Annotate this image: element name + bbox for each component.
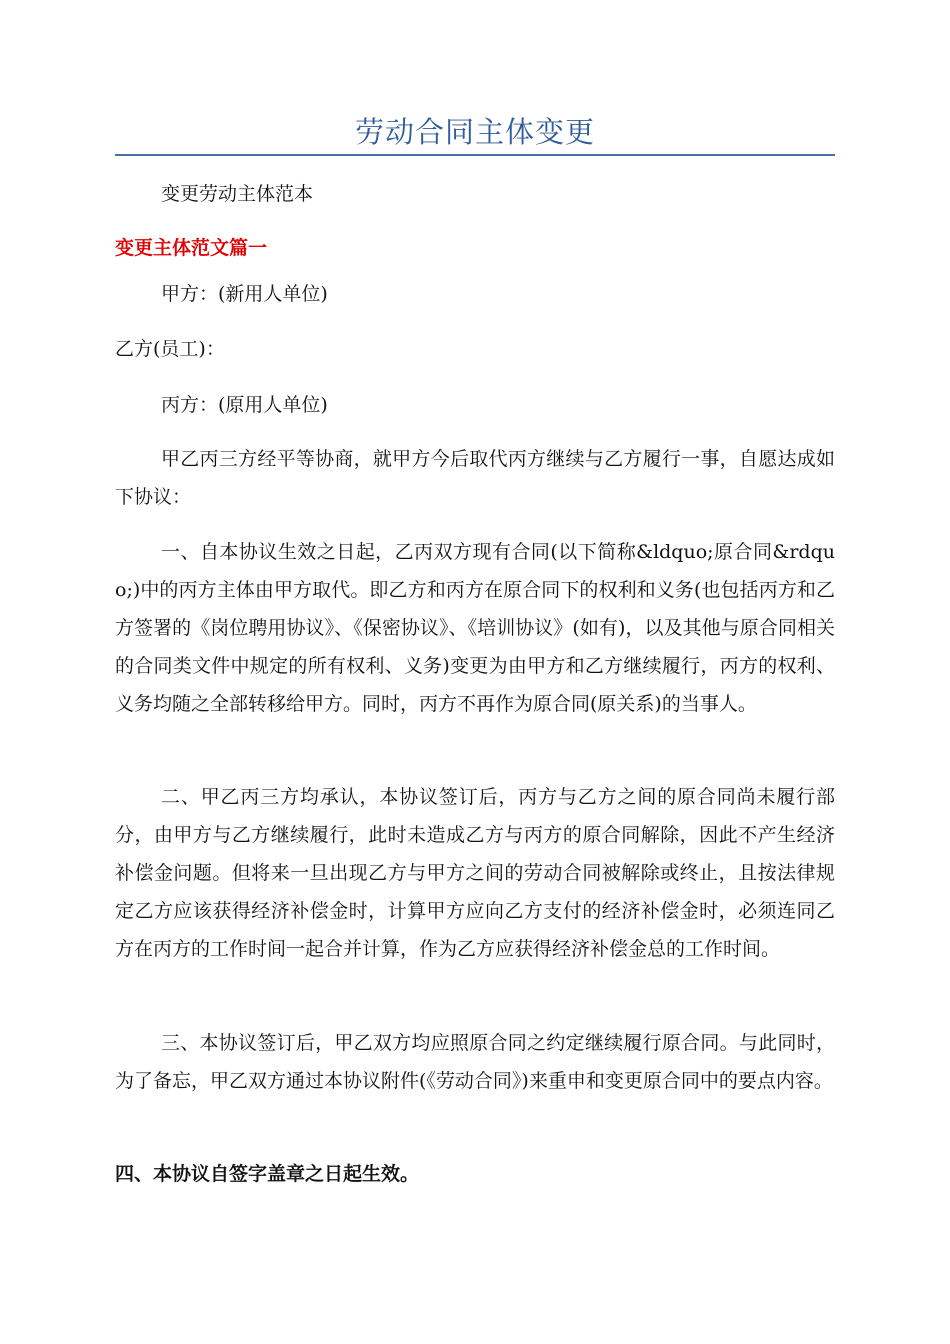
clause-4-paragraph: 四、本协议自签字盖章之日起生效。 bbox=[115, 1163, 420, 1185]
party-a-line: 甲方：(新用人单位) bbox=[161, 283, 328, 305]
clause-2-paragraph: 二、甲乙丙三方均承认，本协议签订后，丙方与乙方之间的原合同尚未履行部分，由甲方与乙方继续履行，此时未造成乙方与丙方的原合同解除，因此不产生经济补偿金问题。但将来一旦出现乙方与甲方之间的劳动合同被解除或终止，且按法律规定乙方应该获得经济补偿金时，计算甲方应向乙方支付的经济补偿金时，必须连同乙方在丙方的工作时间一起合并计算，作为乙方应获得经济补偿金总的工作时间。 bbox=[115, 786, 835, 960]
party-b-line: 乙方(员工)： bbox=[115, 338, 225, 360]
section-heading: 变更主体范文篇一 bbox=[115, 237, 268, 259]
intro-paragraph: 甲乙丙三方经平等协商，就甲方今后取代丙方继续与乙方履行一事，自愿达成如下协议： bbox=[115, 448, 835, 508]
document-title: 劳动合同主体变更 bbox=[354, 115, 595, 149]
title-underline bbox=[115, 154, 835, 156]
subtitle: 变更劳动主体范本 bbox=[161, 183, 314, 205]
clause-3-paragraph: 三、本协议签订后，甲乙双方均应照原合同之约定继续履行原合同。与此同时，为了备忘，甲乙双方通过本协议附件(《劳动合同》)来重申和变更原合同中的要点内容。 bbox=[115, 1032, 835, 1092]
clause-1-paragraph: 一、自本协议生效之日起，乙丙双方现有合同(以下简称&ldquo;原合同&rdquo;)中的丙方主体由甲方取代。即乙方和丙方在原合同下的权利和义务(也包括丙方和乙方签署的《岗位聘用协议》、《保密协议》、《培训协议》(如有)，以及其他与原合同相关的合同类文件中规定的所有权利、义务)变更为由甲方和乙方继续履行，丙方的权利、义务均随之全部转移给甲方。同时，丙方不再作为原合同(原关系)的当事人。 bbox=[115, 541, 835, 715]
party-c-line: 丙方：(原用人单位) bbox=[161, 394, 328, 416]
